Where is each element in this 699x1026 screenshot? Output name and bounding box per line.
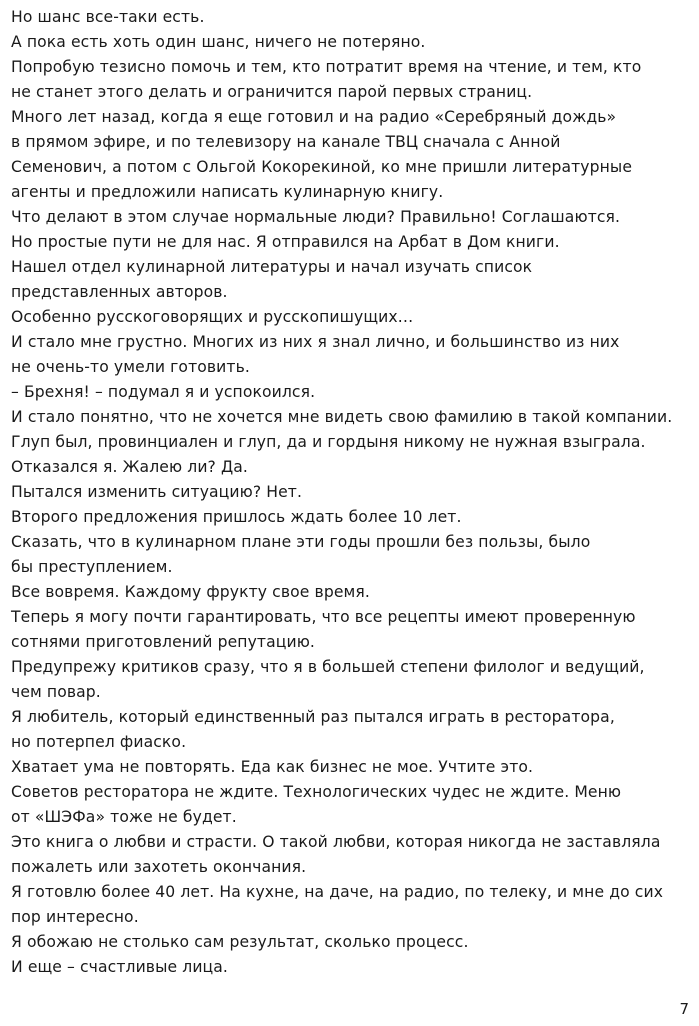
text-line: Второго предложения пришлось ждать более 10 лет. <box>11 508 462 526</box>
text-line: агенты и предложили написать кулинарную книгу. <box>11 183 444 201</box>
text-line: Предупрежу критиков сразу, что я в большей степени филолог и ведущий, <box>11 658 645 676</box>
text-line: но потерпел фиаско. <box>11 733 187 751</box>
text-line: И стало понятно, что не хочется мне видеть свою фамилию в такой компании. <box>11 408 673 426</box>
text-line: в прямом эфире, и по телевизору на канале ТВЦ сначала с Анной <box>11 133 561 151</box>
text-line: Советов ресторатора не ждите. Технологических чудес не ждите. Меню <box>11 783 622 801</box>
text-line: И еще – счастливые лица. <box>11 958 228 976</box>
text-line: Что делают в этом случае нормальные люди? Правильно! Соглашаются. <box>11 208 621 226</box>
text-line: Я готовлю более 40 лет. На кухне, на даче, на радио, по телеку, и мне до сих <box>11 883 664 901</box>
page-number: 7 <box>679 1000 689 1018</box>
text-line: Особенно русскоговорящих и русскопишущих… <box>11 308 414 326</box>
text-line: пожалеть или захотеть окончания. <box>11 858 307 876</box>
text-line: Отказался я. Жалею ли? Да. <box>11 458 248 476</box>
text-line: Это книга о любви и страсти. О такой любви, которая никогда не заставляла <box>11 833 661 851</box>
text-line: Семенович, а потом с Ольгой Кокорекиной, ко мне пришли литературные <box>11 158 633 176</box>
body-text <box>11 5 691 980</box>
text-line: чем повар. <box>11 683 101 701</box>
text-line: пор интересно. <box>11 908 139 926</box>
text-line: Попробую тезисно помочь и тем, кто потратит время на чтение, и тем, кто <box>11 58 642 76</box>
text-line: И стало мне грустно. Многих из них я знал лично, и большинство из них <box>11 333 620 351</box>
text-line: Нашел отдел кулинарной литературы и начал изучать список <box>11 258 533 276</box>
text-line: Много лет назад, когда я еще готовил и на радио «Серебряный дождь» <box>11 108 617 126</box>
text-line: не станет этого делать и ограничится парой первых страниц. <box>11 83 533 101</box>
text-line: Но простые пути не для нас. Я отправился на Арбат в Дом книги. <box>11 233 560 251</box>
text-line: А пока есть хоть один шанс, ничего не потеряно. <box>11 33 426 51</box>
text-line: Сказать, что в кулинарном плане эти годы прошли без пользы, было <box>11 533 591 551</box>
text-line: от «ШЭФа» тоже не будет. <box>11 808 237 826</box>
text-line: Я любитель, который единственный раз пытался играть в ресторатора, <box>11 708 615 726</box>
text-line: Все вовремя. Каждому фрукту свое время. <box>11 583 370 601</box>
text-line: Я обожаю не столько сам результат, сколько процесс. <box>11 933 469 951</box>
text-line: Хватает ума не повторять. Еда как бизнес не мое. Учтите это. <box>11 758 534 776</box>
text-line: не очень-то умели готовить. <box>11 358 250 376</box>
text-line: Глуп был, провинциален и глуп, да и гордыня никому не нужная взыграла. <box>11 433 646 451</box>
text-line: сотнями приготовлений репутацию. <box>11 633 315 651</box>
text-line: Теперь я могу почти гарантировать, что все рецепты имеют проверенную <box>11 608 636 626</box>
text-line: бы преступлением. <box>11 558 173 576</box>
text-line: Пытался изменить ситуацию? Нет. <box>11 483 303 501</box>
text-line: – Брехня! – подумал я и успокоился. <box>11 383 316 401</box>
text-line: Но шанс все-таки есть. <box>11 8 205 26</box>
text-line: представленных авторов. <box>11 283 228 301</box>
